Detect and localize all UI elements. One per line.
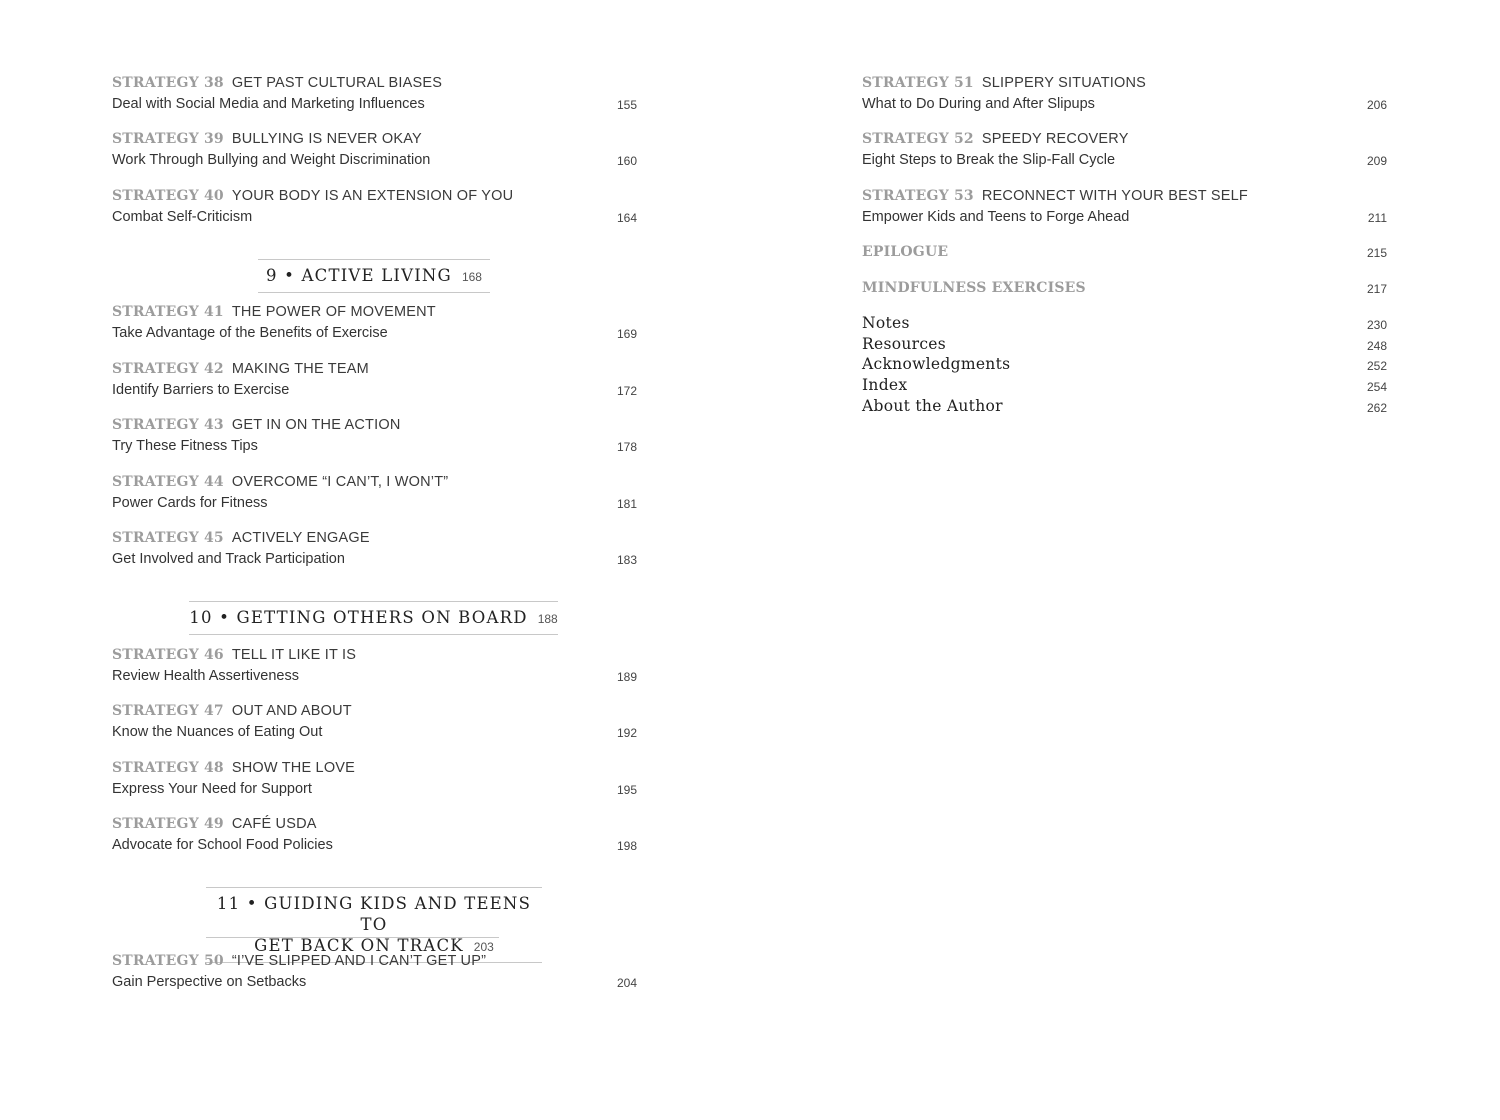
- strategy-subtitle: What to Do During and After Slipups: [862, 96, 1095, 112]
- page-number: 164: [616, 211, 637, 225]
- page-number: 262: [1366, 401, 1387, 415]
- strategy-title: THE POWER OF MOVEMENT: [231, 304, 436, 320]
- strategy-number: STRATEGY 49: [112, 816, 224, 832]
- back-matter-title: Notes: [862, 314, 910, 332]
- toc-entry-strategy-41[interactable]: [112, 303, 637, 349]
- chapter-title: ACTIVE LIVING: [301, 266, 452, 285]
- toc-entry-index[interactable]: [862, 376, 1387, 396]
- section-title: EPILOGUE: [862, 244, 949, 260]
- page-number: 254: [1366, 380, 1387, 394]
- page-number: 217: [1366, 282, 1387, 296]
- strategy-number: STRATEGY 39: [112, 131, 224, 147]
- toc-entry-about-the-author[interactable]: [862, 397, 1387, 417]
- strategy-title: CAFÉ USDA: [231, 816, 317, 832]
- strategy-subtitle: Express Your Need for Support: [112, 781, 312, 797]
- page-number: 195: [616, 783, 637, 797]
- back-matter-title: About the Author: [862, 397, 1003, 415]
- page-number: 204: [616, 976, 637, 990]
- strategy-subtitle: Identify Barriers to Exercise: [112, 382, 290, 398]
- toc-entry-strategy-46[interactable]: [112, 646, 637, 692]
- strategy-number: STRATEGY 53: [862, 188, 974, 204]
- chapter-heading-10[interactable]: [189, 601, 558, 635]
- strategy-subtitle: Advocate for School Food Policies: [112, 837, 333, 853]
- toc-entry-strategy-44[interactable]: [112, 473, 637, 519]
- toc-entry-strategy-50[interactable]: [112, 952, 637, 998]
- strategy-subtitle: Review Health Assertiveness: [112, 668, 299, 684]
- page-number: 230: [1366, 318, 1387, 332]
- toc-entry-strategy-51[interactable]: [862, 74, 1387, 120]
- page-number: 172: [616, 384, 637, 398]
- page-number: 178: [616, 440, 637, 454]
- strategy-title: SLIPPERY SITUATIONS: [981, 75, 1147, 91]
- page-number: 209: [1366, 154, 1387, 168]
- strategy-title: YOUR BODY IS AN EXTENSION OF YOU: [231, 188, 514, 204]
- strategy-subtitle: Know the Nuances of Eating Out: [112, 724, 323, 740]
- chapter-bullet: •: [246, 894, 258, 913]
- chapter-title: GETTING OTHERS ON BOARD: [236, 608, 528, 627]
- strategy-title: SHOW THE LOVE: [231, 760, 356, 776]
- page-number: 198: [616, 839, 637, 853]
- back-matter-title: Resources: [862, 335, 947, 353]
- page-number: 181: [616, 497, 637, 511]
- strategy-subtitle: Combat Self-Criticism: [112, 209, 253, 225]
- page-number: 206: [1366, 98, 1387, 112]
- chapter-bullet: •: [284, 266, 296, 285]
- chapter-page: 168: [461, 270, 482, 284]
- toc-entry-notes[interactable]: [862, 314, 1387, 334]
- toc-entry-strategy-52[interactable]: [862, 130, 1387, 176]
- toc-entry-strategy-39[interactable]: [112, 130, 637, 176]
- strategy-subtitle: Gain Perspective on Setbacks: [112, 974, 307, 990]
- strategy-number: STRATEGY 38: [112, 75, 224, 91]
- page-number: 183: [616, 553, 637, 567]
- strategy-title: OUT AND ABOUT: [231, 703, 352, 719]
- strategy-number: STRATEGY 46: [112, 647, 224, 663]
- chapter-bullet: •: [219, 608, 231, 627]
- strategy-title: RECONNECT WITH YOUR BEST SELF: [981, 188, 1248, 204]
- strategy-number: STRATEGY 51: [862, 75, 974, 91]
- strategy-number: STRATEGY 48: [112, 760, 224, 776]
- toc-entry-strategy-47[interactable]: [112, 702, 637, 748]
- chapter-number: 10: [189, 608, 213, 627]
- strategy-number: STRATEGY 41: [112, 304, 224, 320]
- toc-entry-strategy-38[interactable]: [112, 74, 637, 120]
- strategy-title: GET IN ON THE ACTION: [231, 417, 401, 433]
- page-number: 192: [616, 726, 637, 740]
- toc-entry-strategy-40[interactable]: [112, 187, 637, 233]
- toc-entry-strategy-49[interactable]: [112, 815, 637, 861]
- strategy-number: STRATEGY 50: [112, 953, 224, 969]
- strategy-title: BULLYING IS NEVER OKAY: [231, 131, 422, 147]
- strategy-title: TELL IT LIKE IT IS: [231, 647, 357, 663]
- page-number: 215: [1366, 246, 1387, 260]
- toc-entry-strategy-42[interactable]: [112, 360, 637, 406]
- chapter-title-line2: GET BACK ON TRACK: [254, 936, 464, 955]
- chapter-page: 188: [537, 612, 558, 626]
- strategy-number: STRATEGY 45: [112, 530, 224, 546]
- strategy-subtitle: Deal with Social Media and Marketing Influences: [112, 96, 425, 112]
- page-number: 252: [1366, 359, 1387, 373]
- toc-entry-strategy-53[interactable]: [862, 187, 1387, 233]
- page-number: 211: [1367, 211, 1387, 225]
- page-number: 160: [616, 154, 637, 168]
- strategy-subtitle: Power Cards for Fitness: [112, 495, 268, 511]
- back-matter-title: Index: [862, 376, 908, 394]
- toc-entry-mindfulness-exercises[interactable]: [862, 279, 1387, 299]
- strategy-title: “I’VE SLIPPED AND I CAN’T GET UP”: [231, 953, 487, 969]
- page-number: 155: [616, 98, 637, 112]
- section-title: MINDFULNESS EXERCISES: [862, 280, 1086, 296]
- strategy-number: STRATEGY 43: [112, 417, 224, 433]
- page-number: 169: [616, 327, 637, 341]
- strategy-number: STRATEGY 52: [862, 131, 974, 147]
- toc-entry-strategy-43[interactable]: [112, 416, 637, 462]
- back-matter-title: Acknowledgments: [862, 355, 1011, 373]
- chapter-number: 9: [266, 266, 278, 285]
- strategy-subtitle: Take Advantage of the Benefits of Exercise: [112, 325, 388, 341]
- chapter-page: 203: [473, 940, 494, 954]
- toc-entry-acknowledgments[interactable]: [862, 355, 1387, 375]
- strategy-number: STRATEGY 42: [112, 361, 224, 377]
- chapter-number: 11: [216, 894, 241, 913]
- strategy-subtitle: Work Through Bullying and Weight Discrimination: [112, 152, 431, 168]
- strategy-number: STRATEGY 44: [112, 474, 224, 490]
- strategy-title: OVERCOME “I CAN’T, I WON’T”: [231, 474, 449, 490]
- strategy-number: STRATEGY 40: [112, 188, 224, 204]
- strategy-subtitle: Try These Fitness Tips: [112, 438, 258, 454]
- strategy-title: MAKING THE TEAM: [231, 361, 369, 377]
- chapter-11-underline: [206, 937, 499, 938]
- toc-entry-strategy-45[interactable]: [112, 529, 637, 575]
- page-number: 189: [616, 670, 637, 684]
- strategy-title: ACTIVELY ENGAGE: [231, 530, 370, 546]
- toc-entry-resources[interactable]: [862, 335, 1387, 355]
- strategy-subtitle: Get Involved and Track Participation: [112, 551, 345, 567]
- strategy-subtitle: Eight Steps to Break the Slip-Fall Cycle: [862, 152, 1116, 168]
- chapter-title-line1: GUIDING KIDS AND TEENS TO: [264, 894, 532, 934]
- strategy-number: STRATEGY 47: [112, 703, 224, 719]
- strategy-title: GET PAST CULTURAL BIASES: [231, 75, 443, 91]
- toc-entry-strategy-48[interactable]: [112, 759, 637, 805]
- strategy-title: SPEEDY RECOVERY: [981, 131, 1129, 147]
- strategy-subtitle: Empower Kids and Teens to Forge Ahead: [862, 209, 1130, 225]
- toc-entry-epilogue[interactable]: [862, 243, 1387, 263]
- chapter-heading-9[interactable]: [258, 259, 490, 293]
- page-number: 248: [1366, 339, 1387, 353]
